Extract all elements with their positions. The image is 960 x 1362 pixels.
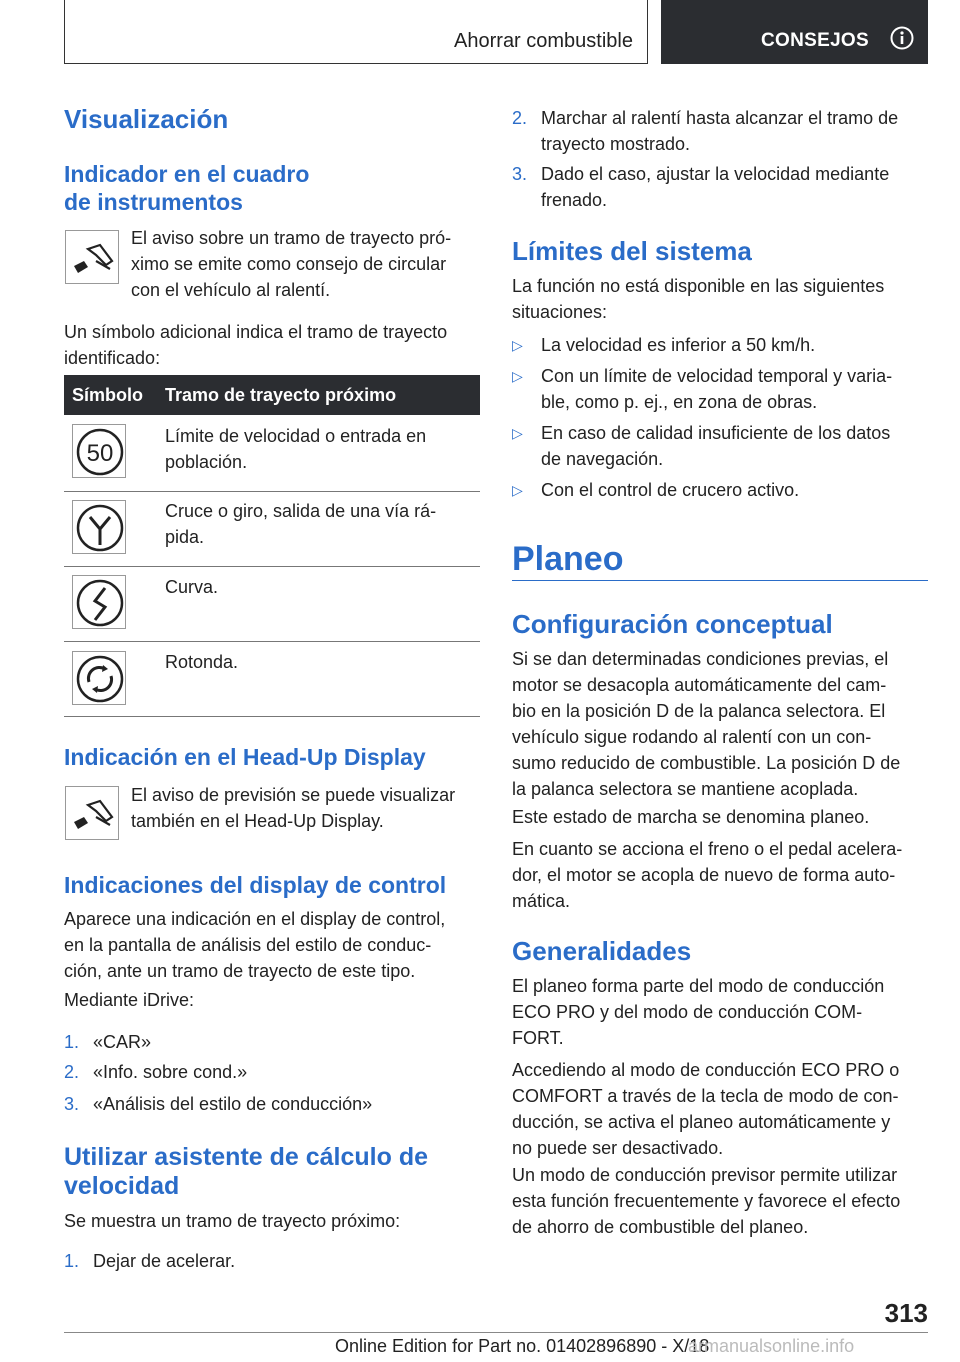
hud-text: El aviso de previsión se puede visualizar también en el Head-Up Display. [131, 785, 456, 831]
edition-text: Online Edition for Part no. 01402896890 - X/18 [335, 1336, 710, 1356]
table-row-junction-text: Cruce o giro, salida de una vía rá- pida. [165, 501, 437, 547]
bullet-triangle-icon: ▷ [512, 337, 523, 353]
heading-limits: Límites del sistema [512, 236, 752, 266]
row-divider [64, 566, 480, 567]
speed-limit-50-icon [72, 424, 126, 478]
heading-hud: Indicación en el Head-Up Display [64, 744, 426, 770]
row-divider [64, 491, 480, 492]
symbol-intro: Un símbolo adicional indica el tramo de trayecto identificado: [64, 322, 448, 368]
heading-planeo: Planeo [512, 540, 624, 578]
control-text: Aparece una indicación en el display de control, en la pantalla de análisis del estilo de conduc- ción, ante un tramo de trayecto de este tipo. [64, 909, 446, 981]
step-number: 2. [64, 1062, 80, 1082]
heading-control-display: Indicaciones del display de control [64, 872, 447, 898]
table-row-curve-text: Curva. [165, 577, 219, 597]
curve-icon [72, 575, 126, 629]
general-text: El planeo forma parte del modo de conducción ECO PRO y del modo de conducción COM- FORT. [512, 976, 885, 1048]
footer-rule [64, 1332, 928, 1333]
junction-icon [72, 500, 126, 554]
coasting-icon [65, 786, 119, 840]
foresight-text: Un modo de conducción previsor permite utilizar esta función frecuentemente y favorece el efecto de ahorro de combustible del planeo. [512, 1165, 901, 1237]
roundabout-icon [72, 651, 126, 705]
limits-intro: La función no está disponible en las siguientes situaciones: [512, 276, 885, 322]
coasting-icon [65, 230, 119, 284]
section-tab [64, 0, 648, 64]
step-car: «CAR» [93, 1032, 152, 1052]
heading-concept: Configuración conceptual [512, 609, 833, 639]
heading-cluster-line2: de instrumentos [64, 189, 243, 215]
limit-item: La velocidad es inferior a 50 km/h. [541, 335, 816, 355]
step-number: 1. [64, 1032, 80, 1052]
page-number: 313 [884, 1298, 928, 1328]
limit-item: Con un límite de velocidad temporal y varia- ble, como p. ej., en zona de obras. [541, 366, 893, 412]
heading-cluster-line1: Indicador en el cuadro [64, 161, 310, 187]
heading-rule [512, 580, 928, 581]
bullet-triangle-icon: ▷ [512, 482, 523, 498]
info-icon [890, 26, 914, 50]
cluster-text: El aviso sobre un tramo de trayecto pró- ximo se emite como consejo de circular con el vehículo al ralentí. [131, 228, 452, 300]
step-number: 3. [512, 164, 528, 184]
step-brake: Dado el caso, ajustar la velocidad mediante frenado. [541, 164, 890, 210]
step-number: 1. [64, 1251, 80, 1271]
state-text: Este estado de marcha se denomina planeo. [512, 807, 870, 827]
access-text: Accediendo al modo de conducción ECO PRO o COMFORT a través de la tecla de modo de con- ducción, se activa el planeo automáticamente y no puede ser desactivado. [512, 1060, 900, 1158]
header-symbol: Símbolo [72, 385, 143, 405]
step-number: 3. [64, 1094, 80, 1114]
table-header [64, 375, 480, 415]
heading-general: Generalidades [512, 936, 692, 966]
brake-text: En cuanto se acciona el freno o el pedal acelera- dor, el motor se acopla de nuevo de forma auto- mática. [512, 839, 903, 911]
chapter-tab [661, 0, 928, 64]
bullet-triangle-icon: ▷ [512, 425, 523, 441]
table-row-speed-text: Límite de velocidad o entrada en población. [165, 426, 427, 472]
step-stop-accelerating: Dejar de acelerar. [93, 1251, 236, 1271]
assistant-text: Se muestra un tramo de trayecto próximo: [64, 1211, 401, 1231]
row-divider [64, 641, 480, 642]
heading-assistant-line1: Utilizar asistente de cálculo de [64, 1143, 429, 1171]
concept-text: Si se dan determinadas condiciones previas, el motor se desacopla automáticamente del cam- bio en la posición D de la palanca selectora. El vehículo sigue rodando al ralentí con un con- sumo reducido de combustible. La posición D de la palanca selectora se mantiene acoplada. [512, 649, 901, 799]
row-divider [64, 716, 480, 717]
limit-item: En caso de calidad insuficiente de los datos de navegación. [541, 423, 891, 469]
heading-assistant-line2: velocidad [64, 1172, 180, 1200]
bullet-triangle-icon: ▷ [512, 368, 523, 384]
chapter-title: CONSEJOS [761, 30, 869, 51]
table-row-roundabout-text: Rotonda. [165, 652, 239, 672]
limit-item: Con el control de crucero activo. [541, 480, 800, 500]
step-analysis: «Análisis del estilo de conducción» [93, 1094, 373, 1114]
header-section: Tramo de trayecto próximo [165, 385, 397, 405]
heading-visualizacion: Visualización [64, 104, 229, 134]
step-idle: Marchar al ralentí hasta alcanzar el tramo de trayecto mostrado. [541, 108, 899, 154]
section-title: Ahorrar combustible [454, 30, 633, 52]
step-number: 2. [512, 108, 528, 128]
svg-text:50: 50 [86, 440, 114, 467]
watermark: armanualsonline.info [688, 1336, 855, 1356]
page-header [64, 0, 928, 66]
idrive-label: Mediante iDrive: [64, 990, 195, 1010]
step-info: «Info. sobre cond.» [93, 1062, 248, 1082]
